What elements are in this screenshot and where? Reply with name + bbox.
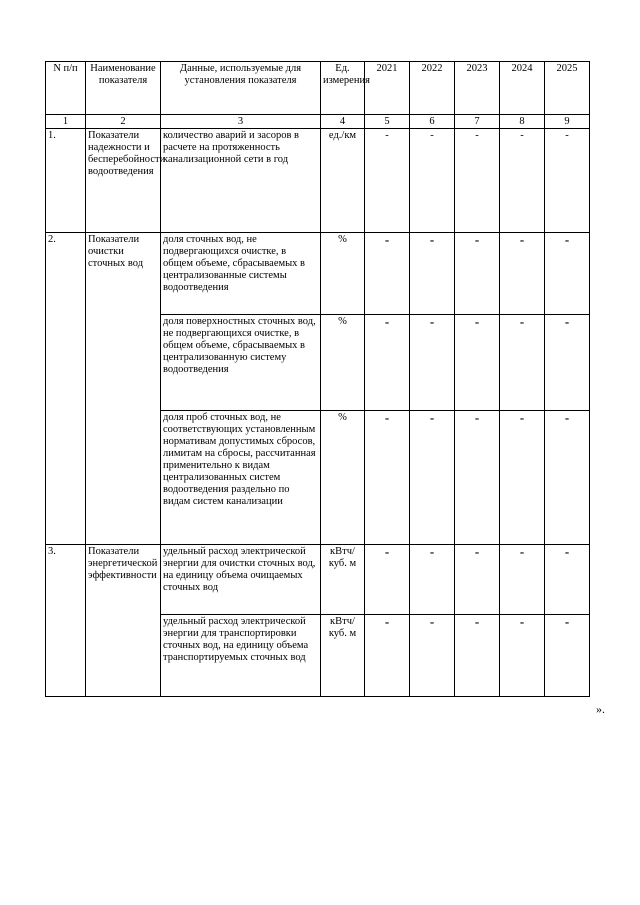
- value-cell: -: [410, 129, 455, 233]
- value-cell: -: [365, 129, 410, 233]
- column-number: 4: [321, 115, 365, 129]
- table-row: [46, 129, 590, 233]
- indicators-table: [45, 61, 590, 697]
- indicator-data: доля проб сточных вод, не соответствующих установленным нормативам допустимых сбросов, лимитам на сбросы, рассчитанная применительно к видам централизованных систем водоотведения раздельно по видам систем канализации: [161, 411, 321, 545]
- header-name: Наименование показателя: [86, 62, 161, 115]
- indicator-unit: ед./км: [321, 129, 365, 233]
- group-name: Показатели энергетической эффективности: [86, 545, 161, 697]
- column-number: 1: [46, 115, 86, 129]
- value-cell: -: [410, 545, 455, 615]
- value-cell: -: [455, 129, 500, 233]
- indicator-data: доля поверхностных сточных вод, не подвергающихся очистке, в общем объеме, сбрасываемых в централизованную систему водоотведения: [161, 315, 321, 411]
- value-cell: -: [500, 315, 545, 411]
- value-cell: -: [545, 233, 590, 315]
- table-row: [46, 545, 590, 615]
- value-cell: -: [365, 615, 410, 697]
- group-number: 2.: [46, 233, 86, 545]
- value-cell: -: [410, 411, 455, 545]
- value-cell: -: [500, 129, 545, 233]
- value-cell: -: [500, 545, 545, 615]
- value-cell: -: [410, 233, 455, 315]
- column-number-row: [46, 115, 590, 129]
- value-cell: -: [455, 411, 500, 545]
- indicator-data: количество аварий и засоров в расчете на протяженность канализационной сети в год: [161, 129, 321, 233]
- value-cell: -: [410, 615, 455, 697]
- value-cell: -: [545, 411, 590, 545]
- indicator-unit: %: [321, 315, 365, 411]
- column-number: 6: [410, 115, 455, 129]
- table-row: [46, 233, 590, 315]
- indicator-unit: %: [321, 233, 365, 315]
- group-name: Показатели надежности и бесперебойности водоотведения: [86, 129, 161, 233]
- header-year: 2022: [410, 62, 455, 115]
- indicator-data: доля сточных вод, не подвергающихся очистке, в общем объеме, сбрасываемых в централизованные системы водоотведения: [161, 233, 321, 315]
- column-number: 9: [545, 115, 590, 129]
- header-year: 2023: [455, 62, 500, 115]
- header-year: 2025: [545, 62, 590, 115]
- indicator-unit: кВтч/ куб. м: [321, 615, 365, 697]
- value-cell: -: [545, 315, 590, 411]
- column-number: 2: [86, 115, 161, 129]
- column-number: 5: [365, 115, 410, 129]
- value-cell: -: [455, 233, 500, 315]
- closing-quote: ».: [596, 702, 605, 716]
- value-cell: -: [545, 129, 590, 233]
- header-data: Данные, используемые для установления показателя: [161, 62, 321, 115]
- column-number: 7: [455, 115, 500, 129]
- indicator-data: удельный расход электрической энергии для транспортировки сточных вод, на единицу объема транспортируемых сточных вод: [161, 615, 321, 697]
- header-num: N п/п: [46, 62, 86, 115]
- header-row: [46, 62, 590, 115]
- header-unit: Ед. измерения: [321, 62, 365, 115]
- value-cell: -: [500, 411, 545, 545]
- value-cell: -: [500, 615, 545, 697]
- indicator-unit: %: [321, 411, 365, 545]
- column-number: 8: [500, 115, 545, 129]
- value-cell: -: [500, 233, 545, 315]
- value-cell: -: [545, 615, 590, 697]
- value-cell: -: [545, 545, 590, 615]
- header-year: 2024: [500, 62, 545, 115]
- header-year: 2021: [365, 62, 410, 115]
- value-cell: -: [455, 615, 500, 697]
- indicator-unit: кВтч/ куб. м: [321, 545, 365, 615]
- value-cell: -: [410, 315, 455, 411]
- value-cell: -: [365, 315, 410, 411]
- column-number: 3: [161, 115, 321, 129]
- value-cell: -: [365, 545, 410, 615]
- value-cell: -: [455, 315, 500, 411]
- value-cell: -: [455, 545, 500, 615]
- value-cell: -: [365, 233, 410, 315]
- group-number: 1.: [46, 129, 86, 233]
- group-name: Показатели очистки сточных вод: [86, 233, 161, 545]
- indicator-data: удельный расход электрической энергии для очистки сточных вод, на единицу объема очищаемых сточных вод: [161, 545, 321, 615]
- value-cell: -: [365, 411, 410, 545]
- group-number: 3.: [46, 545, 86, 697]
